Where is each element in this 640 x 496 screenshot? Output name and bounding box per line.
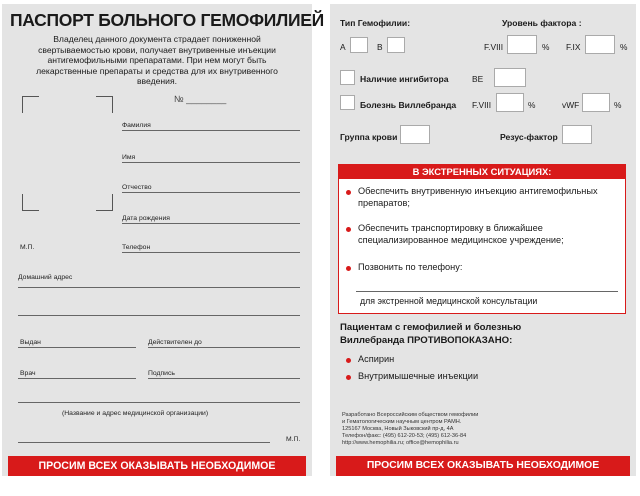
intro-text: Владелец данного документа страдает пониженной свертываемостью крови, получает внутривенные инъекции антигемофильными препаратами. При нем могут быть лекарственные препараты и средства для их внутривенного введения. [36, 34, 278, 87]
type-a-box[interactable] [350, 37, 368, 53]
surname-line[interactable] [122, 130, 300, 131]
factor-level-label: Уровень фактора : [502, 18, 582, 28]
passport-title: ПАСПОРТ БОЛЬНОГО ГЕМОФИЛИЕЙ [10, 10, 324, 30]
vwf-label: vWF [562, 100, 580, 110]
f9-level-box[interactable] [585, 35, 615, 54]
emergency-item-2: Обеспечить транспортировку в ближайшее специализированное медицинское учреждение; [358, 223, 564, 245]
organization-line-2[interactable] [18, 442, 270, 443]
surname-label: Фамилия [122, 122, 151, 129]
footer-line-3: 125167 Москва, Новый Зыковский пр-д, 4А [342, 426, 454, 432]
footer-line-5: http://www.hemophilia.ru; office@hemophilia.ru [342, 440, 459, 446]
f8-level-box[interactable] [507, 35, 537, 54]
vwd-checkbox[interactable] [340, 95, 355, 110]
phone-line[interactable] [122, 252, 300, 253]
signature-line[interactable] [148, 378, 300, 379]
issued-line[interactable] [18, 347, 136, 348]
phone-label: Телефон [122, 244, 151, 251]
contra-bullet-1 [346, 358, 351, 363]
organization-line-1[interactable] [18, 402, 300, 403]
assistance-banner-right: ПРОСИМ ВСЕХ ОКАЗЫВАТЬ НЕОБХОДИМОЕ СОДЕЙСТВИЕ! [336, 456, 630, 476]
rh-factor-box[interactable] [562, 125, 592, 144]
blood-group-label: Группа крови [340, 132, 398, 142]
signature-label: Подпись [148, 370, 175, 377]
emergency-header: В ЭКСТРЕННЫХ СИТУАЦИЯХ: [338, 164, 626, 179]
doctor-label: Врач [20, 370, 36, 377]
photo-corner-bottom-left [22, 194, 39, 211]
stamp-label-1: М.П. [20, 244, 35, 251]
valid-until-label: Действителен до [148, 339, 202, 346]
contra-item-aspirin: Аспирин [358, 354, 395, 364]
patronymic-line[interactable] [122, 192, 300, 193]
address-line-2[interactable] [18, 315, 300, 316]
inhibitor-label: Наличие ингибитора [360, 74, 449, 84]
birthdate-line[interactable] [122, 223, 300, 224]
type-b-label: B [377, 42, 383, 52]
contraindicated-heading-2: Виллебранда ПРОТИВОПОКАЗАНО: [340, 335, 513, 346]
vwd-label: Болезнь Виллебранда [360, 100, 457, 110]
assistance-banner-left: ПРОСИМ ВСЕХ ОКАЗЫВАТЬ НЕОБХОДИМОЕ СОДЕЙСТВИЕ! [8, 456, 306, 476]
be-value-box[interactable] [494, 68, 526, 87]
emergency-item-1: Обеспечить внутривенную инъекцию антигемофильных препаратов; [358, 186, 598, 208]
footer-line-4: Телефон/факс: (495) 612-20-53; (495) 612-36-84 [342, 433, 467, 439]
f9-percent: % [620, 42, 628, 52]
emergency-bullet-1 [346, 190, 351, 195]
f8-percent: % [542, 42, 550, 52]
be-label: BE [472, 74, 484, 84]
home-address-label: Домашний адрес [18, 274, 73, 281]
doctor-line[interactable] [18, 378, 136, 379]
name-line[interactable] [122, 162, 300, 163]
footer-line-2: и Гематологическим научным центром РАМН. [342, 419, 462, 425]
emergency-item-3: Позвонить по телефону: [358, 262, 463, 272]
photo-corner-top-right [96, 96, 113, 113]
vwd-f8-percent: % [528, 100, 536, 110]
vwd-f8-box[interactable] [496, 93, 524, 112]
passport-left-page [2, 4, 324, 492]
inhibitor-checkbox[interactable] [340, 70, 355, 85]
passport-number: № ________ [174, 94, 227, 104]
rh-factor-label: Резус-фактор [500, 132, 558, 142]
issued-label: Выдан [20, 339, 41, 346]
type-b-box[interactable] [387, 37, 405, 53]
contraindicated-heading-1: Пациентам с гемофилией и болезнью [340, 322, 522, 333]
photo-corner-bottom-right [96, 194, 113, 211]
hemophilia-type-label: Тип Гемофилии: [340, 18, 411, 28]
emergency-bullet-2 [346, 227, 351, 232]
photo-corner-top-left [22, 96, 39, 113]
passport-right-page [330, 4, 636, 491]
patronymic-label: Отчество [122, 184, 152, 191]
organization-caption: (Название и адрес медицинской организации) [62, 410, 209, 417]
emergency-bullet-3 [346, 266, 351, 271]
blood-group-box[interactable] [400, 125, 430, 144]
emergency-phone-caption: для экстренной медицинской консультации [360, 296, 538, 306]
vwd-f8-label: F.VIII [472, 100, 492, 110]
f8-label: F.VIII [484, 42, 504, 52]
name-label: Имя [122, 154, 136, 161]
stamp-label-2: М.П. [286, 436, 301, 443]
emergency-phone-line[interactable] [356, 291, 618, 292]
footer-line-1: Разработано Всероссийским обществом гемофилии [342, 412, 479, 418]
vwf-box[interactable] [582, 93, 610, 112]
contra-item-im-injections: Внутримышечные инъекции [358, 371, 479, 381]
valid-until-line[interactable] [148, 347, 300, 348]
f9-label: F.IX [566, 42, 581, 52]
birthdate-label: Дата рождения [122, 215, 170, 222]
contra-bullet-2 [346, 375, 351, 380]
address-line-1[interactable] [18, 287, 300, 288]
vwf-percent: % [614, 100, 622, 110]
type-a-label: A [340, 42, 346, 52]
